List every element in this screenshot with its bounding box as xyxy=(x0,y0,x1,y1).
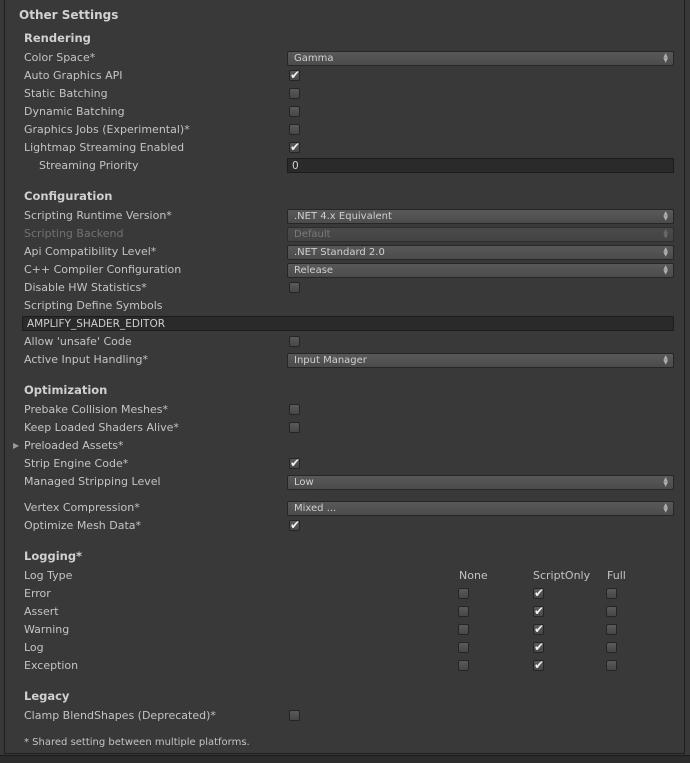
checkmark-icon: ✔ xyxy=(534,640,545,654)
api-compat-dropdown[interactable] xyxy=(287,245,674,260)
log-row-label: Exception xyxy=(24,659,79,672)
log-error-none-checkbox[interactable] xyxy=(458,588,469,599)
log-assert-full-checkbox[interactable] xyxy=(606,606,617,617)
log-warning-none-checkbox[interactable] xyxy=(458,624,469,635)
checkmark-icon: ✔ xyxy=(534,658,545,672)
log-type-label: Log Type xyxy=(24,569,73,582)
api-compat-value: .NET Standard 2.0 xyxy=(294,247,385,258)
active-input-value: Input Manager xyxy=(294,355,367,366)
cpp-compiler-dropdown[interactable] xyxy=(287,263,674,278)
graphics-jobs-label: Graphics Jobs (Experimental)* xyxy=(24,123,190,136)
log-warning-scriptonly-checkbox[interactable] xyxy=(533,624,544,635)
vertex-compression-label: Vertex Compression* xyxy=(24,501,140,514)
color-space-dropdown[interactable] xyxy=(287,51,674,66)
log-row-label: Assert xyxy=(24,605,59,618)
log-log-none-checkbox[interactable] xyxy=(458,642,469,653)
log-row-label: Warning xyxy=(24,623,70,636)
scripting-runtime-label: Scripting Runtime Version* xyxy=(24,209,172,222)
log-exception-full-checkbox[interactable] xyxy=(606,660,617,671)
dropdown-arrows-icon: ▲ ▼ xyxy=(663,210,668,222)
allow-unsafe-checkbox[interactable] xyxy=(289,336,300,347)
checkmark-icon: ✔ xyxy=(290,518,301,532)
log-col-none: None xyxy=(459,569,488,582)
dropdown-arrows-icon: ▲ ▼ xyxy=(663,52,668,64)
section-logging-heading: Logging* xyxy=(24,549,83,563)
optimize-mesh-label: Optimize Mesh Data* xyxy=(24,519,142,532)
log-assert-none-checkbox[interactable] xyxy=(458,606,469,617)
prebake-checkbox[interactable] xyxy=(289,404,300,415)
lightmap-streaming-label: Lightmap Streaming Enabled xyxy=(24,141,185,154)
log-exception-scriptonly-checkbox[interactable] xyxy=(533,660,544,671)
managed-stripping-value: Low xyxy=(294,477,314,488)
checkmark-icon: ✔ xyxy=(290,68,301,82)
log-col-full: Full xyxy=(607,569,626,582)
optimize-mesh-checkbox[interactable] xyxy=(289,520,300,531)
scripting-backend-label: Scripting Backend xyxy=(24,227,124,240)
color-space-label: Color Space* xyxy=(24,51,96,64)
checkmark-icon: ✔ xyxy=(534,604,545,618)
log-exception-none-checkbox[interactable] xyxy=(458,660,469,671)
clamp-blendshapes-checkbox[interactable] xyxy=(289,710,300,721)
foldout-arrow-icon[interactable]: ▶ xyxy=(13,441,20,450)
log-row-label: Log xyxy=(24,641,44,654)
checkmark-icon: ✔ xyxy=(290,140,301,154)
dropdown-arrows-icon: ▲ ▼ xyxy=(663,354,668,366)
clamp-blendshapes-label: Clamp BlendShapes (Deprecated)* xyxy=(24,709,216,722)
section-rendering-heading: Rendering xyxy=(24,31,91,45)
strip-engine-checkbox[interactable] xyxy=(289,458,300,469)
dropdown-arrows-icon: ▲ ▼ xyxy=(663,502,668,514)
scripting-backend-dropdown xyxy=(287,227,674,242)
section-optimization-heading: Optimization xyxy=(24,383,108,397)
dropdown-arrows-icon: ▲ ▼ xyxy=(663,228,668,240)
dynamic-batching-checkbox[interactable] xyxy=(289,106,300,117)
disable-hw-stats-label: Disable HW Statistics* xyxy=(24,281,147,294)
managed-stripping-label: Managed Stripping Level xyxy=(24,475,161,488)
section-legacy-heading: Legacy xyxy=(24,689,70,703)
allow-unsafe-label: Allow 'unsafe' Code xyxy=(24,335,132,348)
scripting-runtime-value: .NET 4.x Equivalent xyxy=(294,211,392,222)
graphics-jobs-checkbox[interactable] xyxy=(289,124,300,135)
log-warning-full-checkbox[interactable] xyxy=(606,624,617,635)
log-log-scriptonly-checkbox[interactable] xyxy=(533,642,544,653)
lightmap-streaming-checkbox[interactable] xyxy=(289,142,300,153)
define-symbols-input[interactable]: AMPLIFY_SHADER_EDITOR xyxy=(22,316,674,331)
api-compat-label: Api Compatibility Level* xyxy=(24,245,157,258)
streaming-priority-input[interactable]: 0 xyxy=(287,158,674,173)
disable-hw-stats-checkbox[interactable] xyxy=(289,282,300,293)
prebake-label: Prebake Collision Meshes* xyxy=(24,403,168,416)
log-col-scriptonly: ScriptOnly xyxy=(533,569,591,582)
log-error-scriptonly-checkbox[interactable] xyxy=(533,588,544,599)
vertex-compression-dropdown[interactable] xyxy=(287,501,674,516)
preloaded-assets-foldout[interactable]: Preloaded Assets* xyxy=(24,439,124,452)
define-symbols-label: Scripting Define Symbols xyxy=(24,299,163,312)
dropdown-arrows-icon: ▲ ▼ xyxy=(663,264,668,276)
managed-stripping-dropdown[interactable] xyxy=(287,475,674,490)
color-space-value: Gamma xyxy=(294,53,334,64)
log-log-full-checkbox[interactable] xyxy=(606,642,617,653)
dropdown-arrows-icon: ▲ ▼ xyxy=(663,246,668,258)
keep-shaders-label: Keep Loaded Shaders Alive* xyxy=(24,421,179,434)
section-configuration-heading: Configuration xyxy=(24,189,113,203)
active-input-dropdown[interactable] xyxy=(287,353,674,368)
scripting-backend-value: Default xyxy=(294,229,331,240)
log-assert-scriptonly-checkbox[interactable] xyxy=(533,606,544,617)
cpp-compiler-value: Release xyxy=(294,265,334,276)
keep-shaders-checkbox[interactable] xyxy=(289,422,300,433)
active-input-label: Active Input Handling* xyxy=(24,353,149,366)
dropdown-arrows-icon: ▲ ▼ xyxy=(663,476,668,488)
shared-setting-footnote: * Shared setting between multiple platforms. xyxy=(24,737,250,748)
cpp-compiler-label: C++ Compiler Configuration xyxy=(24,263,182,276)
static-batching-checkbox[interactable] xyxy=(289,88,300,99)
strip-engine-label: Strip Engine Code* xyxy=(24,457,129,470)
dynamic-batching-label: Dynamic Batching xyxy=(24,105,125,118)
static-batching-label: Static Batching xyxy=(24,87,108,100)
log-row-label: Error xyxy=(24,587,51,600)
vertex-compression-value: Mixed ... xyxy=(294,503,337,514)
auto-graphics-api-checkbox[interactable] xyxy=(289,70,300,81)
panel-title[interactable]: Other Settings xyxy=(19,8,119,22)
log-error-full-checkbox[interactable] xyxy=(606,588,617,599)
streaming-priority-label: Streaming Priority xyxy=(39,159,139,172)
checkmark-icon: ✔ xyxy=(290,456,301,470)
checkmark-icon: ✔ xyxy=(534,586,545,600)
checkmark-icon: ✔ xyxy=(534,622,545,636)
scripting-runtime-dropdown[interactable] xyxy=(287,209,674,224)
auto-graphics-api-label: Auto Graphics API xyxy=(24,69,123,82)
